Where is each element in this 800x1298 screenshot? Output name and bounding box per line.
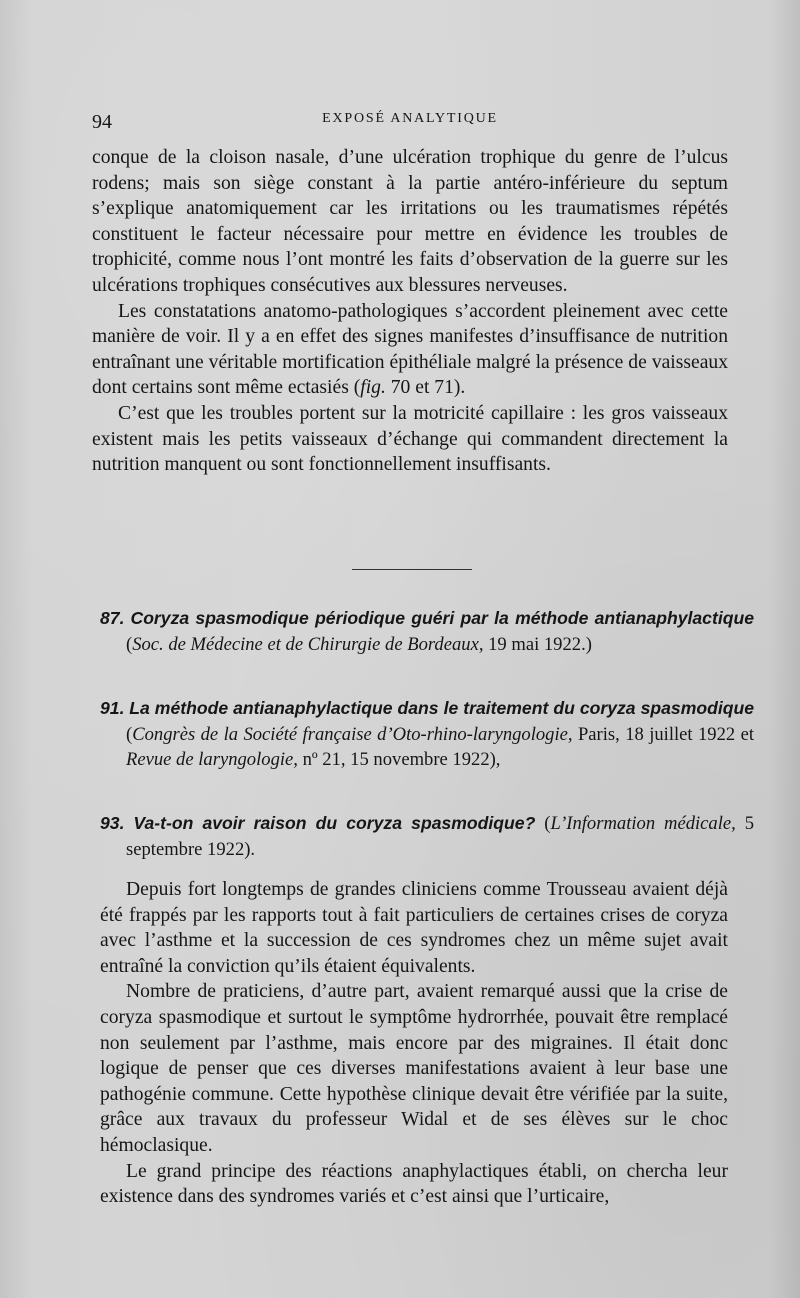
- reference-title: Va-t-on avoir raison du coryza spasmodique?: [133, 813, 536, 833]
- reference-entry: 93. Va-t-on avoir raison du coryza spasmodique? (L’Information médicale, 5 septembre 1922).: [100, 813, 755, 860]
- intro-text-block: [92, 145, 728, 478]
- reference-number: 93.: [100, 813, 125, 833]
- paragraph-text: Les constatations anatomo-pathologiques s’accordent pleinement avec cette manière de voir. Il y a en effet des signes manifestes d’insuffisance de nutrition entraînant une véritable mortification épithéliale malgré la présence de vaisseaux dont certains sont même ectasiés: [92, 300, 728, 399]
- body-paragraph: Le grand principe des réactions anaphylactiques établi, on chercha leur existence dans des syndromes variés et c’est ainsi que l’urticaire,: [100, 1160, 728, 1208]
- page-number: 94: [92, 111, 112, 133]
- reference-source: Congrès de la Société française d’Oto-rhino-laryngologie,: [132, 723, 573, 745]
- reference-source: Revue de laryngologie,: [126, 749, 298, 771]
- reference-entry: 87. Coryza spasmodique périodique guéri par la méthode antianaphylactique (Soc. de Médecine et de Chirurgie de Bordeaux, 19 mai 1922.): [100, 608, 754, 655]
- continued-paragraph: conque de la cloison nasale, d’une ulcération trophique du genre de l’ulcus rodens; mais son siège constant à la partie antéro-inférieure du septum s’explique anatomiquement car les irritations ou les traumatismes répétés constituent le facteur nécessaire pour mettre en évidence les troubles de trophicité, comme nous l’ont montré les faits d’observation de la guerre sur les ulcérations trophiques consécutives aux blessures nerveuses.: [92, 147, 728, 296]
- body-paragraph: C’est que les troubles portent sur la motricité capillaire : les gros vaisseaux existent mais les petits vaisseaux d’échange qui commandent directement la nutrition manquent ou sont fonctionnellement insuffisants.: [92, 402, 728, 476]
- reference-date: nº 21, 15 novembre 1922),: [297, 749, 501, 771]
- reference-date: 5 septembre 1922).: [126, 813, 755, 860]
- closing-text-block: [100, 877, 728, 1210]
- reference-entry: 91. La méthode antianaphylactique dans le traitement du coryza spasmodique (Congrès de la Société française d’Oto-rhino-laryngologie, Paris, 18 juillet 1922 et Revue de laryngologie, nº 21, 15 novembre 1922),: [100, 698, 754, 771]
- reference-title: Coryza spasmodique périodique guéri par la méthode antianaphylactique: [130, 608, 754, 628]
- page-header: [92, 105, 728, 133]
- reference-date: Paris, 18 juillet 1922 et: [572, 723, 754, 745]
- running-title: EXPOSÉ ANALYTIQUE: [322, 111, 498, 126]
- reference-title: La méthode antianaphylactique dans le traitement du coryza spasmodique: [129, 698, 754, 718]
- body-paragraph: Depuis fort longtemps de grandes cliniciens comme Trousseau avaient déjà été frappés par les rapports tout à fait particuliers de certaines crises de coryza avec l’asthme et la succession de ces syndromes chez un même sujet avait entraîné la conviction qu’ils étaient équivalents.: [100, 879, 728, 977]
- body-paragraph: Nombre de praticiens, d’autre part, avaient remarqué aussi que la crise de coryza spasmodique et surtout le symptôme hydrorrhée, pouvait être remplacé non seulement par l’asthme, mais encore par des migraines. Il était donc logique de penser que ces diverses manifestations avaient à leur base une pathogénie commune. Cette hypothèse clinique devait être vérifiée par la suite, grâce aux travaux du professeur Widal et de ses élèves sur le choc hémoclasique.: [100, 981, 728, 1156]
- reference-number: 91.: [100, 698, 125, 718]
- reference-number: 87.: [100, 608, 125, 628]
- reference-source: L’Information médicale,: [550, 813, 736, 834]
- reference-date: 19 mai 1922.): [483, 633, 592, 655]
- body-paragraph: Les constatations anatomo-pathologiques s’accordent pleinement avec cette manière de voir. Il y a en effet des signes manifestes d’insuffisance de nutrition entraînant une véritable mortification épithéliale malgré la présence de vaisseaux dont certains sont même ectasiés (fig. 70 et 71).: [92, 300, 728, 399]
- figure-abbreviation: fig.: [360, 377, 386, 399]
- reference-source: Soc. de Médecine et de Chirurgie de Bordeaux,: [132, 633, 484, 655]
- figure-reference: 70 et 71).: [385, 377, 466, 399]
- section-divider: [352, 569, 472, 570]
